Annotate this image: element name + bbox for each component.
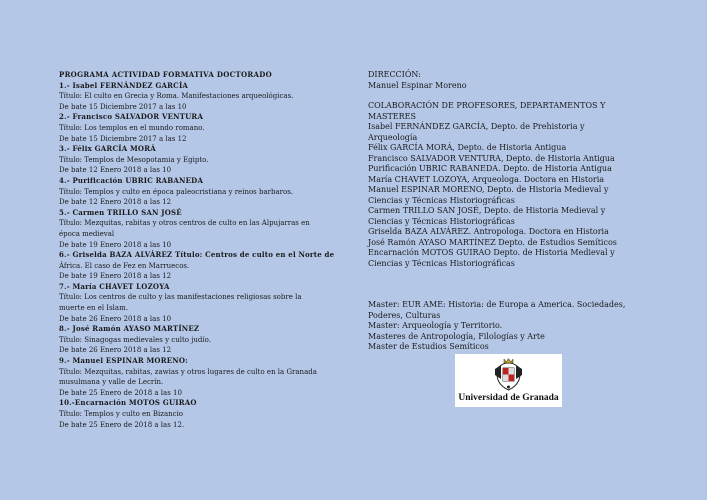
session-line: África. El caso de Fez en Marruecos. [59,261,190,270]
session-line: musulmana y valle de Lecrín. [59,378,164,387]
session-line: Título: Templos de Mesopotamia y Egipto. [59,155,209,164]
master-line: Master: Arqueología y Territorio. [368,321,503,330]
session-line: De bate 26 Enero 2018 a las 12 [59,346,172,355]
session-line: Título: Mezquitas, rabitas, zawias y otros lugares de culto en la Granada [59,367,317,376]
session-speaker: 9.- Manuel ESPINAR MORENO: [59,356,188,366]
session-line: De bate 19 Enero 2018 a las 12 [59,272,172,281]
collaboration-line: Ciencias y Técnicas Historiográficas [368,195,515,205]
masters-list [368,300,668,353]
session-line: Título: Sinagogas medievales y culto judío. [59,335,211,344]
session-speaker: 2.- Francisco SALVADOR VENTURA [59,112,204,122]
session-line: muerte en el Islam. [59,304,128,313]
session-line: De bate 12 Enero 2018 a las 12 [59,198,172,207]
session-line: De bate 15 Diciembre 2017 a las 12 [59,134,187,143]
collaboration-line: Purificación UBRIC RABANEDA. Depto. de Historia Antigua [368,164,612,173]
direction-name: Manuel Espinar Moreno [368,80,467,90]
collaboration-line: José Ramón AYASO MARTÍNEZ Depto. de Estudios Semíticos [368,237,617,247]
collaboration-line: María CHAVET LOZOYA, Arqueologa. Doctora en Historia [368,174,605,184]
session-line: época medieval [59,229,115,238]
session-speaker: 3.- Félix GARCÍA MORÁ [59,144,156,154]
session-speaker: 6.- Griselda BAZA ALVÁREZ Título: Centros de culto en el Norte de [59,250,335,260]
collaboration-line: Félix GARCÍA MORÁ, Depto. de Historia Antigua [368,143,567,152]
session-line: De bate 19 Enero 2018 a las 10 [59,240,172,249]
session-line: Título: Mezquitas, rabitas y otros centros de culto en las Alpujarras en [59,219,310,228]
program-column [59,70,339,430]
session-line: De bate 26 Enero 2018 a las 10 [59,314,172,323]
collaboration-line: Griselda BAZA ALVÁREZ. Antropologa. Doctora en Historia [368,227,609,236]
master-line: Master de Estudios Semíticos [368,342,489,351]
university-name: Universidad de Granada [458,393,559,403]
session-list [59,81,339,431]
program-title: PROGRAMA ACTIVIDAD FORMATIVA DOCTORADO [59,70,273,79]
collaboration-line: Ciencias y Técnicas Historiográficas [368,216,515,226]
session-line: Título: Los templos en el mundo romano. [59,123,205,132]
collaboration-line: Francisco SALVADOR VENTURA, Depto. de Historia Antigua [368,153,615,163]
session-speaker: 1.- Isabel FERNÁNDEZ GARCÍA [59,80,189,90]
session-speaker: 10.-Encarnación MOTOS GUIRAO [59,398,197,408]
session-speaker: 5.- Carmen TRILLO SAN JOSÉ [59,207,182,217]
master-line: Master: EUR AME: Historia: de Europa a America. Sociedades, [368,300,626,309]
collaboration-line: Manuel ESPINAR MORENO, Depto. de Historia Medieval y [368,185,609,194]
university-logo [455,354,562,407]
collaboration-line: MASTERES [368,111,416,121]
direction-label: DIRECCIÓN: [368,70,421,79]
collaboration-line: COLABORACIÓN DE PROFESORES, DEPARTAMENTOS Y [368,101,606,110]
collaboration-list [368,101,668,269]
master-line: Masteres de Antropología, Filologías y Arte [368,331,545,341]
session-speaker: 8.- José Ramón AYASO MARTÍNEZ [59,324,200,334]
session-line: Título: Templos y culto en época paleocristiana y reinos barbaros. [59,187,294,196]
session-speaker: 4.- Purificación UBRIC RABANEDA [59,175,204,185]
collaboration-line: Isabel FERNÁNDEZ GARCÍA, Depto. de Prehistoria y [368,122,585,131]
session-line: Título: Templos y culto en Bizancio [59,410,184,418]
credits-column [368,70,668,353]
session-line: Título: El culto en Grecia y Roma. Manifestaciones arqueológicas. [59,92,294,101]
coat-of-arms-icon [491,357,526,393]
session-line: De bate 25 Enero de 2018 a las 10 [59,388,182,397]
session-line: De bate 15 Diciembre 2017 a las 10 [59,102,187,111]
master-line: Poderes, Culturas [368,310,441,320]
collaboration-line: Encarnación MOTOS GUIRAO Depto. de Historia Medieval y [368,248,615,257]
session-line: Título: Los centros de culto y las manifestaciones religiosas sobre la [59,293,302,302]
collaboration-line: Ciencias y Técnicas Historiográficas [368,258,515,268]
session-line: De bate 12 Enero 2018 a las 10 [59,166,172,175]
collaboration-line: Arqueología [368,132,418,142]
collaboration-line: Carmen TRILLO SAN JOSÉ, Depto. de Historia Medieval y [368,206,606,215]
session-speaker: 7.- María CHAVET LOZOYA [59,281,170,291]
session-line: De bate 25 Enero de 2018 a las 12. [59,420,185,429]
